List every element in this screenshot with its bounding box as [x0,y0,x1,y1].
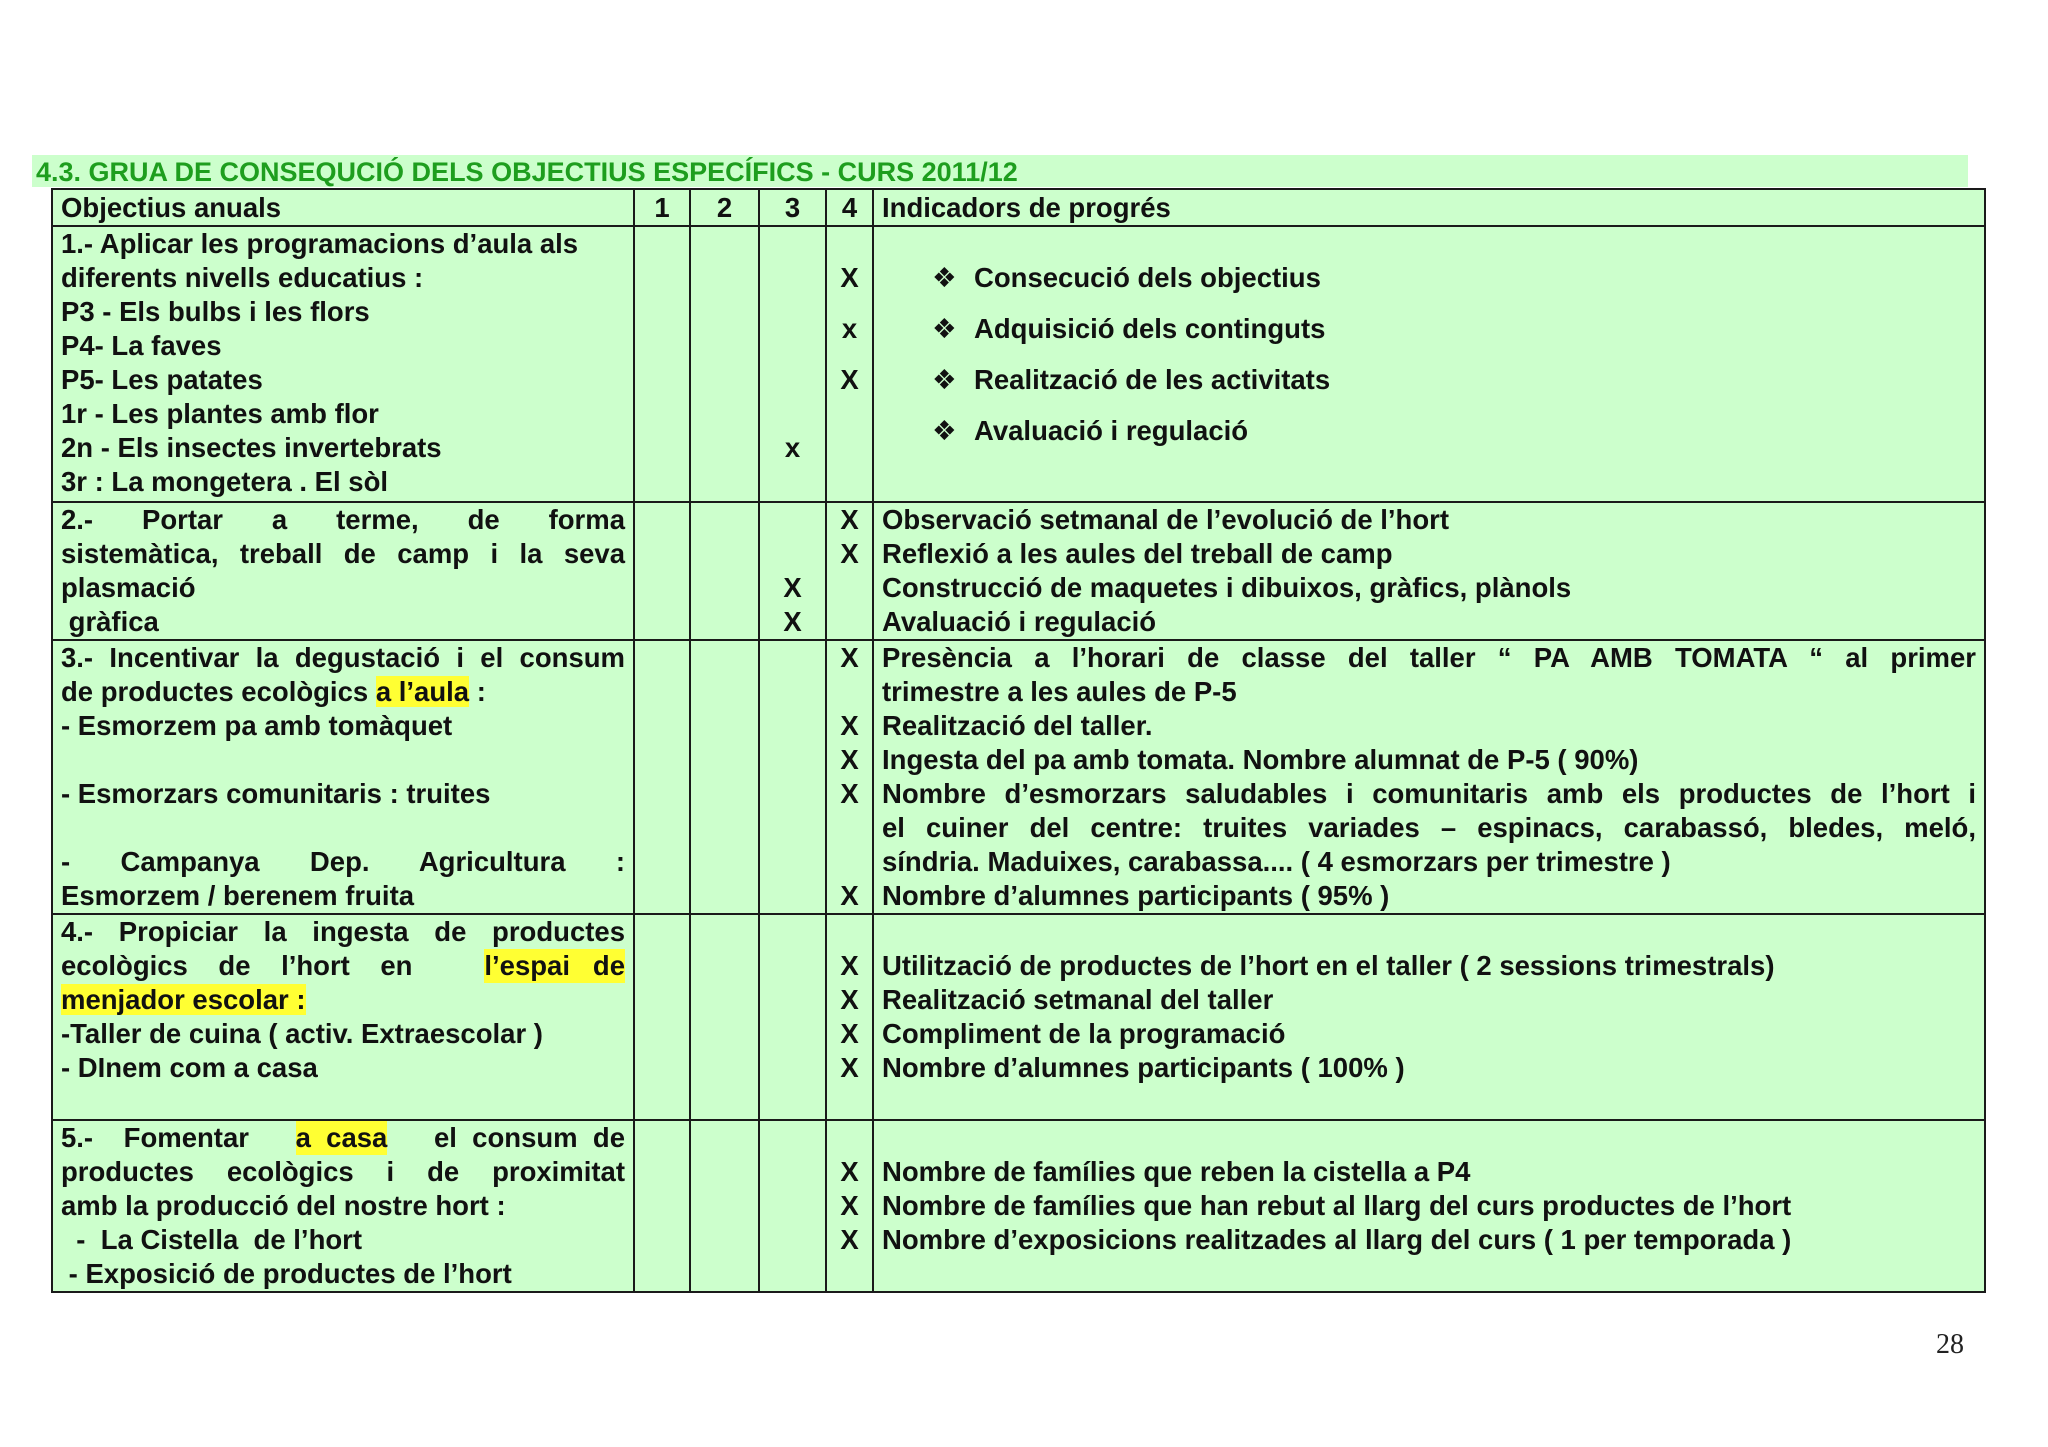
objective-line: P4- La faves [61,330,222,361]
mark [768,363,817,397]
objective-line: - La Cistella de l’hort [61,1224,363,1255]
indicator-line: Compliment de la programació [882,1018,1286,1049]
objective-line: plasmació [61,572,196,603]
indicator-text: Realització de les activitats [974,364,1331,395]
objective-cell [52,640,634,914]
diamond-bullet-icon: ❖ [932,364,957,395]
objective-text: ecològics de l’hort en [61,950,444,981]
mark-cell-2 [690,1120,759,1292]
mark: X [840,504,859,535]
mark: X [840,538,859,569]
table-row [52,640,1985,914]
objective-cell [52,226,634,502]
header-objectives: Objectius anuals [52,189,634,226]
objective-line: productes ecològics i de proximitat [61,1156,625,1187]
objective-line: 2.- Portar a terme, de forma [61,504,625,535]
mark-cell-3 [759,640,826,914]
mark-cell-4 [826,914,873,1120]
mark [835,1121,864,1155]
mark-cell-4 [826,226,873,502]
mark-cell-1 [634,226,690,502]
mark-cell-1 [634,914,690,1120]
indicator-text: Avaluació i regulació [974,415,1249,446]
indicators-cell [873,502,1985,640]
mark [768,537,817,571]
objective-line: gràfica [61,606,159,637]
mark [768,227,817,261]
mark [835,571,864,605]
indicator-line: Nombre de famílies que reben la cistella a P4 [882,1156,1471,1187]
indicators-cell [873,1120,1985,1292]
indicator-line: Construcció de maquetes i dibuixos, gràfics, plànols [882,572,1572,603]
mark: X [840,1052,859,1083]
indicator-line: el cuiner del centre: truites variades – espinacs, carabassó, bledes, meló, [882,812,1976,843]
mark: X [840,744,859,775]
table-row [52,502,1985,640]
mark: X [840,880,859,911]
table-row [52,914,1985,1120]
mark [768,503,817,537]
objective-line: 3r : La mongetera . El sòl [61,466,389,497]
indicator-line [882,1085,1976,1119]
objective-line: P5- Les patates [61,364,263,395]
mark-cell-4 [826,640,873,914]
objective-text: de productes ecològics [61,676,376,707]
mark: X [783,572,802,603]
objective-line [61,743,625,777]
objectives-table [51,188,1986,1293]
objective-line [61,675,625,709]
indicator-line: Ingesta del pa amb tomata. Nombre alumnat de P-5 ( 90%) [882,744,1639,775]
indicator-text: Consecució dels objectius [974,262,1321,293]
mark: X [840,1156,859,1187]
mark [768,261,817,295]
mark-cell-3 [759,226,826,502]
mark [835,811,864,845]
mark [835,915,864,949]
mark [835,605,864,639]
indicator-line: Utilització de productes de l’hort en el taller ( 2 sessions trimestrals) [882,950,1775,981]
objective-line: - Esmorzars comunitaris : truites [61,778,491,809]
table-row [52,226,1985,502]
mark-cell-4 [826,502,873,640]
objective-line: - Exposició de productes de l’hort [61,1258,512,1289]
table-header-row [52,189,1985,226]
mark: x [841,313,858,344]
indicator-line: Realització del taller. [882,710,1153,741]
highlighted-text: a casa [295,1122,388,1153]
indicator-line: Nombre de famílies que han rebut al llarg del curs productes de l’hort [882,1190,1792,1221]
mark [835,1257,864,1291]
objective-line: - Esmorzem pa amb tomàquet [61,710,453,741]
mark: X [840,710,859,741]
highlighted-text: l’espai de [484,950,625,981]
mark-cell-2 [690,226,759,502]
highlighted-text: menjador escolar : [61,984,306,1015]
objective-line [61,949,625,983]
mark [768,329,817,363]
mark-cell-1 [634,640,690,914]
indicator-bullet [882,303,1976,354]
section-title: 4.3. GRUA DE CONSEQUCIÓ DELS OBJECTIUS ESPECÍFICS - CURS 2011/12 [32,155,1968,187]
indicator-line [882,1121,1976,1155]
indicator-line: síndria. Maduixes, carabassa.... ( 4 esmorzars per trimestre ) [882,846,1671,877]
mark: X [840,642,859,673]
indicator-line: Reflexió a les aules del treball de camp [882,538,1393,569]
mark [835,405,864,456]
objective-text: : [469,676,486,707]
objective-line: P3 - Els bulbs i les flors [61,296,370,327]
mark-cell-2 [690,914,759,1120]
objective-line: 4.- Propiciar la ingesta de productes [61,916,625,947]
mark [835,675,864,709]
objective-cell [52,914,634,1120]
indicator-line [882,915,1976,949]
diamond-bullet-icon: ❖ [932,415,957,446]
indicator-line: Nombre d’alumnes participants ( 95% ) [882,880,1390,911]
indicators-cell [873,640,1985,914]
objective-line: Esmorzem / berenem fruita [61,880,415,911]
objective-line: amb la producció del nostre hort : [61,1190,506,1221]
indicator-bullet [882,405,1976,456]
objective-line: - Campanya Dep. Agricultura : [61,846,625,877]
objective-line [61,983,625,1017]
mark-cell-3 [759,914,826,1120]
objective-line: 3.- Incentivar la degustació i el consum [61,642,625,673]
mark: X [840,984,859,1015]
mark [768,465,817,499]
header-col-1: 1 [634,189,690,226]
header-col-3: 3 [759,189,826,226]
mark-cell-3 [759,502,826,640]
indicator-bullet [882,354,1976,405]
indicator-text: Adquisició dels continguts [974,313,1326,344]
mark: X [840,1190,859,1221]
mark: X [840,1018,859,1049]
objective-line: 1.- Aplicar les programacions d’aula als [61,228,579,259]
mark: X [840,364,859,395]
indicator-line: Nombre d’alumnes participants ( 100% ) [882,1052,1405,1083]
diamond-bullet-icon: ❖ [932,262,957,293]
mark-cell-1 [634,502,690,640]
mark [835,1085,864,1119]
indicator-line: Presència a l’horari de classe del taller “ PA AMB TOMATA “ al primer [882,642,1976,673]
indicator-line: Realització setmanal del taller [882,984,1274,1015]
mark: X [840,778,859,809]
mark: x [784,432,801,463]
objective-text: 5.- Fomentar [61,1122,272,1153]
indicator-line: trimestre a les aules de P-5 [882,676,1237,707]
page-number: 28 [1936,1329,1964,1360]
objective-line: - DInem com a casa [61,1052,318,1083]
mark-cell-2 [690,640,759,914]
mark-cell-1 [634,1120,690,1292]
indicator-line: Nombre d’exposicions realitzades al llarg del curs ( 1 per temporada ) [882,1224,1792,1255]
objective-line [61,1085,625,1119]
objective-cell [52,502,634,640]
objective-text: el consum de [411,1122,625,1153]
indicators-cell [873,914,1985,1120]
mark-cell-4 [826,1120,873,1292]
header-col-2: 2 [690,189,759,226]
objective-line [61,1121,625,1155]
header-col-4: 4 [826,189,873,226]
objective-line: 2n - Els insectes invertebrats [61,432,442,463]
mark: X [840,262,859,293]
objective-line: sistemàtica, treball de camp i la seva [61,538,625,569]
indicator-line [882,1257,1976,1291]
mark [835,845,864,879]
mark: X [783,606,802,637]
mark [768,295,817,329]
objective-line: -Taller de cuina ( activ. Extraescolar ) [61,1018,543,1049]
highlighted-text: a l’aula [375,676,470,707]
objective-line: diferents nivells educatius : [61,262,424,293]
objective-line [61,811,625,845]
mark-cell-2 [690,502,759,640]
objective-cell [52,1120,634,1292]
mark: X [840,1224,859,1255]
mark: X [840,950,859,981]
indicator-line: Observació setmanal de l’evolució de l’hort [882,504,1449,535]
mark [768,397,817,431]
table-row [52,1120,1985,1292]
indicator-line: Avaluació i regulació [882,606,1157,637]
indicator-bullet [882,252,1976,303]
mark-cell-3 [759,1120,826,1292]
indicators-cell [873,226,1985,502]
diamond-bullet-icon: ❖ [932,313,957,344]
indicator-line: Nombre d’esmorzars saludables i comunitaris amb els productes de l’hort i [882,778,1976,809]
header-indicators: Indicadors de progrés [873,189,1985,226]
objective-line: 1r - Les plantes amb flor [61,398,379,429]
